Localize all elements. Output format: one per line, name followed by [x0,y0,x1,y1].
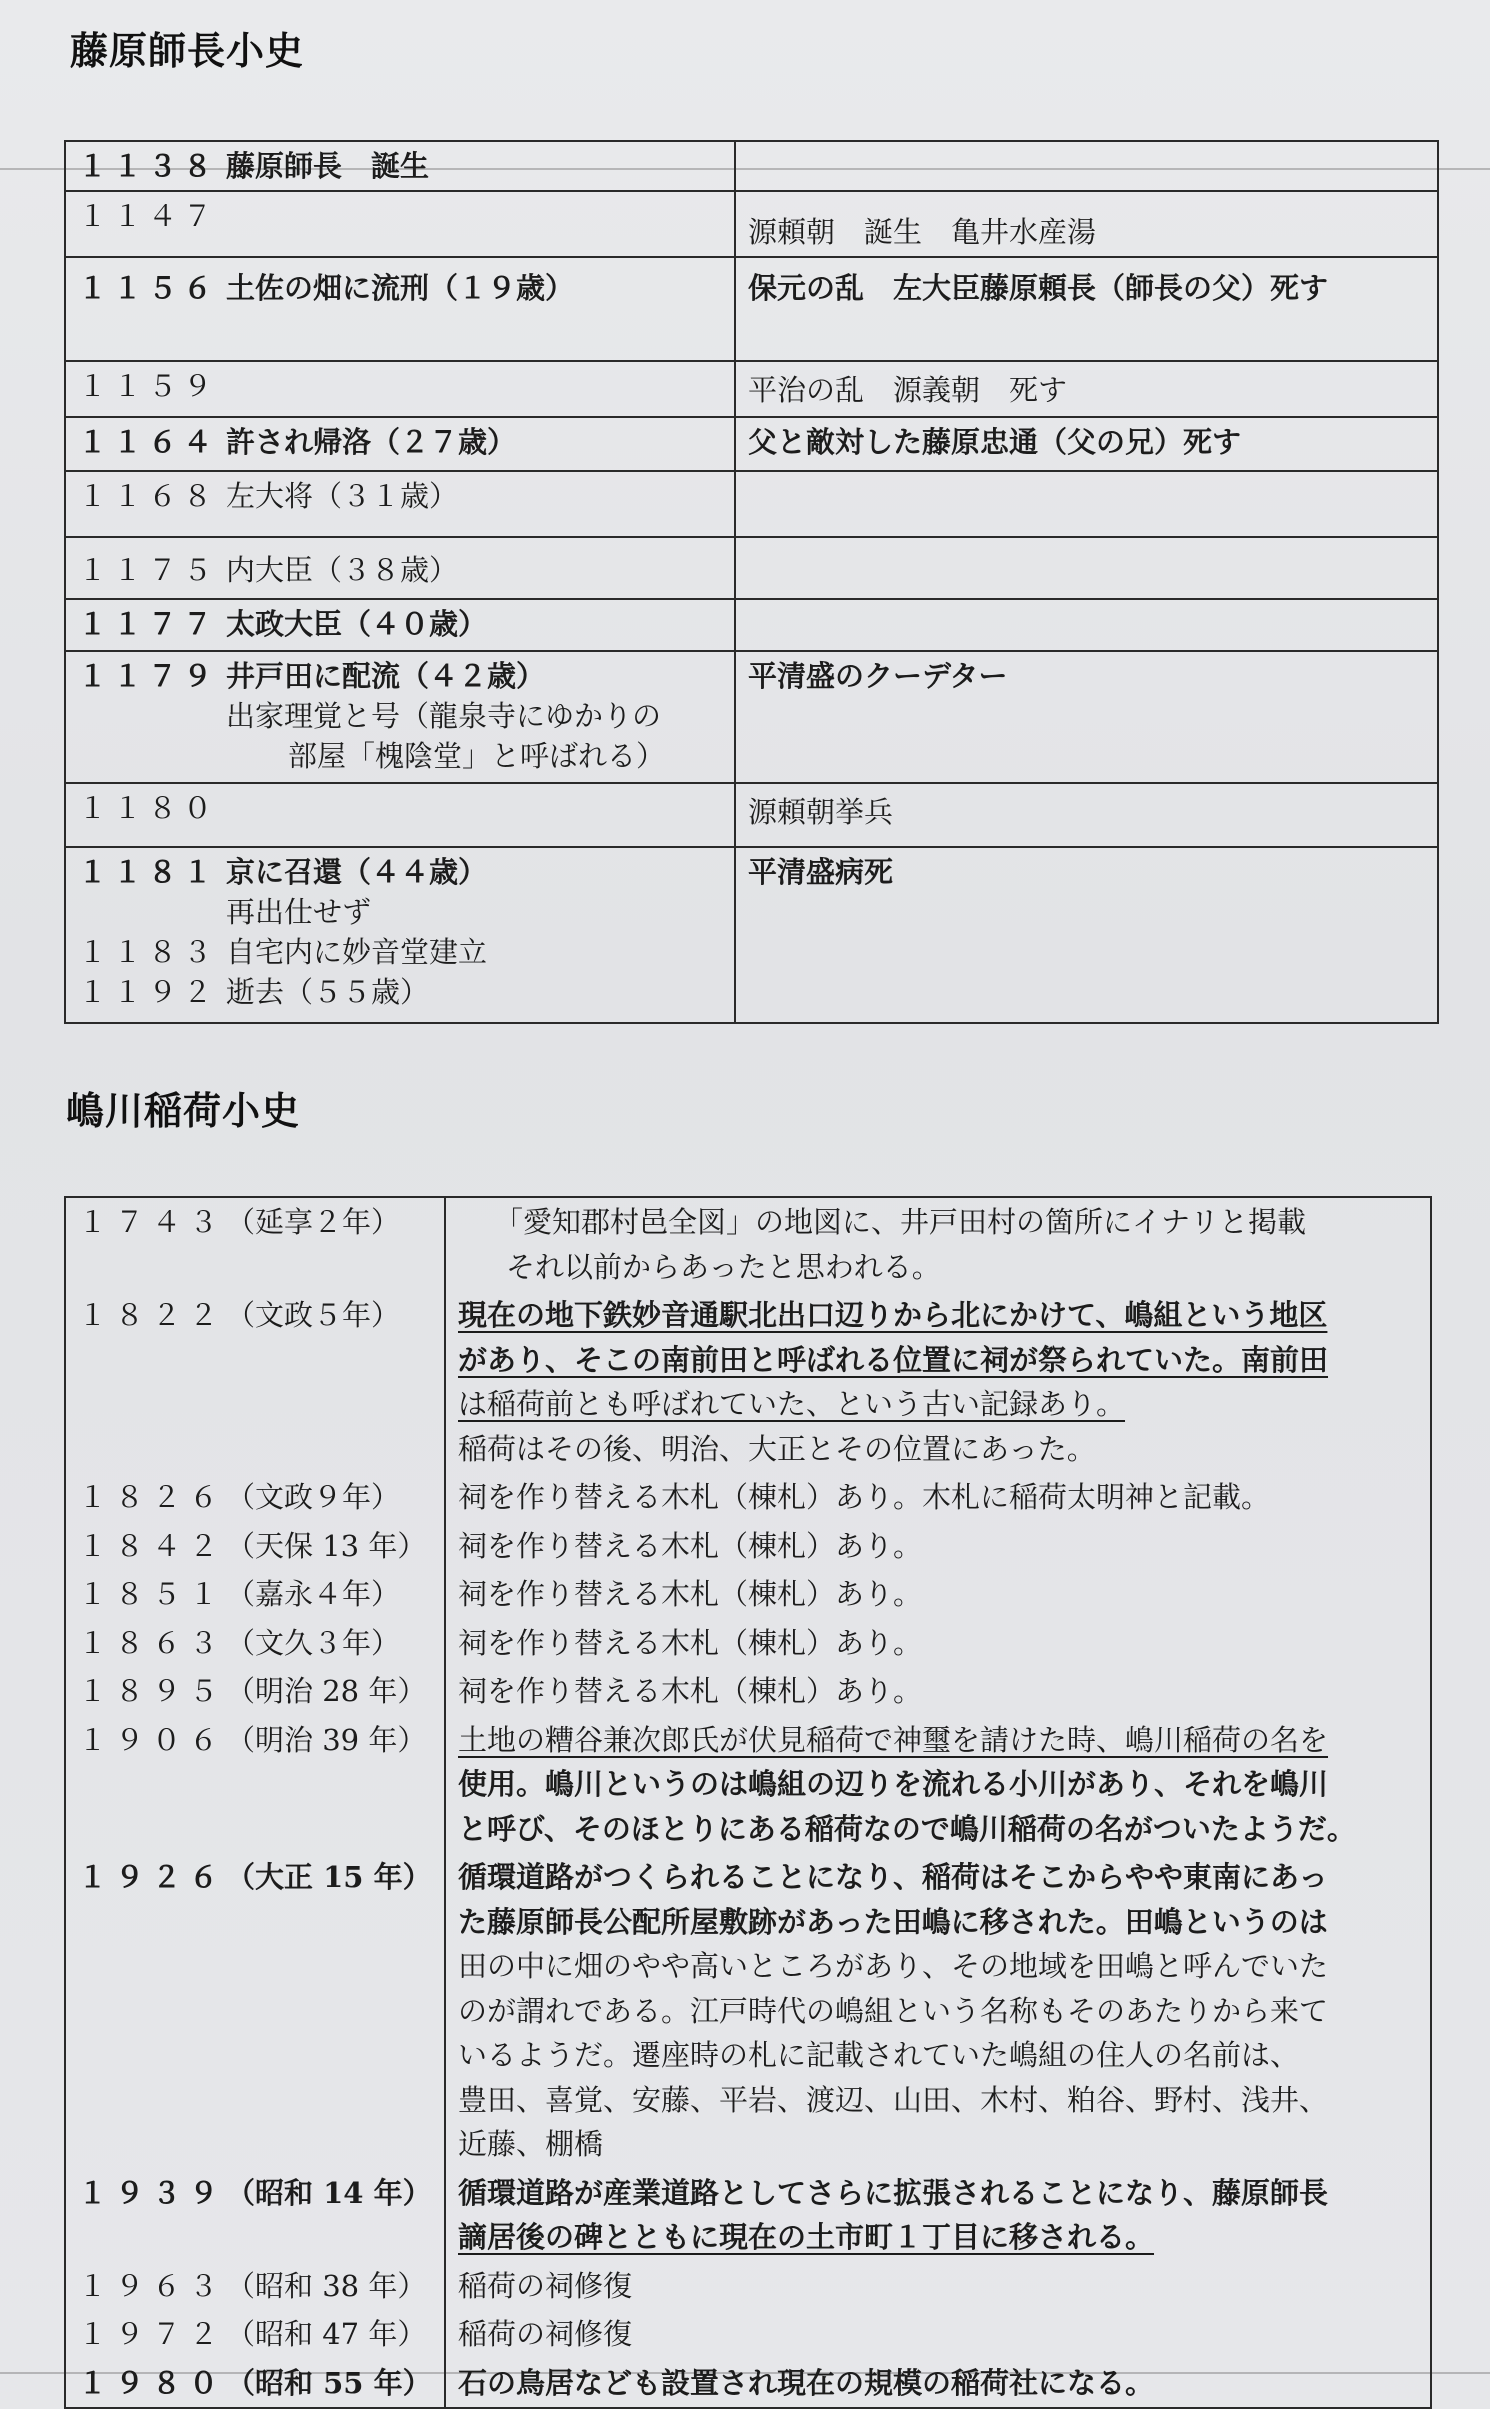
table-row [65,361,1438,417]
year-cell: １１６８ [78,479,219,513]
year-cell: １８２２ [78,1298,227,1332]
history-line: いるようだ。遷座時の札に記載されていた嶋組の住人の名前は、 [458,2038,1300,2072]
world-event-cell [735,471,1438,537]
table-row [65,2262,1431,2311]
table-row [65,1853,1431,2169]
table-row [65,191,1438,257]
history-line: 祠を作り替える木札（棟札）あり。 [445,1522,1431,1571]
era-cell: （昭和 14 年） [226,2175,432,2210]
history-line: 循環道路がつくられることになり、稲荷はそこからやや東南にあっ [458,1860,1328,1894]
event-cell: 許され帰洛（２７歳） [226,425,517,459]
era-cell: （文久３年） [226,1625,401,1660]
year-cell: １１８０ [78,791,219,825]
history-line: は稲荷前とも呼ばれていた、という古い記録あり。 [458,1387,1126,1421]
era-cell: （昭和 38 年） [226,2268,427,2303]
table-row [65,417,1438,471]
history-line: た藤原師長公配所屋敷跡があった田嶋に移された。田嶋というのは [458,1904,1328,1939]
table-row [65,1570,1431,1619]
table-row [65,537,1438,599]
table-row [65,847,1438,1023]
history-line: 土地の糟谷兼次郎氏が伏見稲荷で神璽を請けた時、嶋川稲荷の名を [458,1722,1329,1757]
event-cell: 土佐の畑に流刑（１９歳） [226,271,575,305]
table-row [65,471,1438,537]
history-line: のが謂れである。江戸時代の嶋組という名称もそのあたりから来て [458,1993,1329,2028]
year-cell: １１３８ [78,149,219,183]
world-event-cell: 平清盛病死 [735,847,1438,1023]
era-cell: （昭和 47 年） [226,2317,427,2351]
section-title-shimakawa: 嶋川稲荷小史 [66,1089,301,1133]
event-detail: 再出仕せず [226,895,372,929]
history-line: 「愛知郡村邑全図」の地図に、井戸田村の箇所にイナリと掲載 [494,1205,1307,1239]
year-cell: １８２６ [78,1480,227,1514]
era-cell: （文政９年） [226,1480,401,1514]
year-cell: １１５６ [78,271,219,305]
table-row [65,783,1438,847]
table-row [65,2169,1431,2262]
table-row [65,1522,1431,1571]
event-cell: 藤原師長 誕生 [226,149,430,183]
year-cell: １８４２ [78,1528,227,1563]
year-cell: １９３９ [78,2175,227,2210]
world-event-cell [735,537,1438,599]
history-line: があり、そこの南前田と呼ばれる位置に祠が祭られていた。南前田 [458,1342,1329,1377]
history-line: 使用。嶋川というのは嶋組の辺りを流れる小川があり、それを嶋川 [458,1767,1329,1801]
history-line: それ以前からあったと思われる。 [506,1249,941,1284]
history-line: 循環道路が産業道路としてさらに拡張されることになり、藤原師長 [458,2175,1329,2210]
year-cell: １１７７ [78,607,219,641]
history-line: 稲荷はその後、明治、大正とその位置にあった。 [458,1431,1096,1466]
history-line: 田の中に畑のやや高いところがあり、その地域を田嶋と呼んでいた [458,1949,1329,1983]
world-event-cell: 源頼朝 誕生 亀井水産湯 [735,191,1438,257]
table-row [65,2310,1431,2359]
year-cell: １８５１ [78,1577,227,1611]
year-cell: １７４３ [78,1205,227,1239]
era-cell: （天保 13 年） [226,1528,427,1563]
event-cell: 内大臣（３８歳） [226,553,459,587]
event-cell: 自宅内に妙音堂建立 [226,935,488,969]
history-line: 祠を作り替える木札（棟札）あり。 [445,1619,1431,1668]
table-row [65,651,1438,783]
history-line: 近藤、棚橋 [458,2127,604,2161]
year-cell: １１４７ [78,199,219,233]
history-line: 祠を作り替える木札（棟札）あり。 [445,1570,1431,1619]
table-row [65,141,1438,191]
moronaga-history-table [64,140,1439,1024]
event-cell: 京に召還（４４歳） [226,855,488,889]
year-cell: １１７５ [78,553,219,587]
year-cell: １１７９ [78,659,219,693]
history-line: 祠を作り替える木札（棟札）あり。木札に稲荷太明神と記載。 [445,1473,1431,1522]
year-cell: １８９５ [78,1674,227,1708]
year-cell: １１６４ [78,425,219,459]
year-cell: １１５９ [78,369,219,403]
era-cell: （延享２年） [226,1205,401,1239]
era-cell: （大正 15 年） [226,1860,432,1894]
shimakawa-inari-history-table [64,1196,1432,2409]
history-line: 祠を作り替える木札（棟札）あり。 [445,1667,1431,1716]
history-line: 石の鳥居なども設置され現在の規模の稲荷社になる。 [445,2359,1431,2409]
history-line: 謫居後の碑とともに現在の土市町１丁目に移される。 [458,2220,1155,2254]
era-cell: （明治 39 年） [226,1722,427,1757]
world-event-cell: 平治の乱 源義朝 死す [735,361,1438,417]
year-cell: １１８１ [78,855,219,889]
world-event-cell: 平清盛のクーデター [735,651,1438,783]
table-row [65,1716,1431,1854]
era-cell: （昭和 55 年） [226,2365,432,2400]
event-cell: 逝去（５５歳） [226,975,430,1009]
year-cell: １９２６ [78,1860,227,1894]
history-line: と呼び、そのほとりにある稲荷なので嶋川稲荷の名がついたようだ。 [458,1811,1356,1846]
table-row [65,1291,1431,1473]
world-event-cell [735,599,1438,651]
section-title-moronaga: 藤原師長小史 [70,29,305,73]
year-cell: １９７２ [78,2317,227,2351]
year-cell: １９６３ [78,2268,227,2303]
table-row [65,2359,1431,2409]
year-cell: １９０６ [78,1722,227,1757]
table-row [65,1667,1431,1716]
year-cell: １１８３ [78,935,219,969]
world-event-cell: 源頼朝挙兵 [735,783,1438,847]
history-line: 豊田、喜覚、安藤、平岩、渡辺、山田、木村、粕谷、野村、浅井、 [458,2082,1329,2117]
table-row [65,257,1438,361]
event-cell: 太政大臣（４０歳） [226,607,488,641]
year-cell: １８６３ [78,1625,227,1660]
table-row [65,1619,1431,1668]
history-line: 現在の地下鉄妙音通駅北出口辺りから北にかけて、嶋組という地区 [458,1298,1328,1332]
era-cell: （嘉永４年） [226,1577,401,1611]
history-line: 稲荷の祠修復 [445,2262,1431,2311]
era-cell: （文政５年） [226,1298,401,1332]
event-detail: 部屋「槐陰堂」と呼ばれる） [288,739,666,773]
table-row [65,1473,1431,1522]
event-cell: 左大将（３１歳） [226,479,459,513]
year-cell: １９８０ [78,2365,227,2400]
table-row [65,1197,1431,1291]
history-line: 稲荷の祠修復 [445,2310,1431,2359]
world-event-cell: 父と敵対した藤原忠通（父の兄）死す [735,417,1438,471]
year-cell: １１９２ [78,975,219,1009]
era-cell: （明治 28 年） [226,1674,427,1708]
table-row [65,599,1438,651]
event-cell: 井戸田に配流（４２歳） [226,659,546,693]
event-detail: 出家理覚と号（龍泉寺にゆかりの [226,699,662,733]
world-event-cell [735,141,1438,191]
world-event-cell: 保元の乱 左大臣藤原頼長（師長の父）死す [735,257,1438,361]
